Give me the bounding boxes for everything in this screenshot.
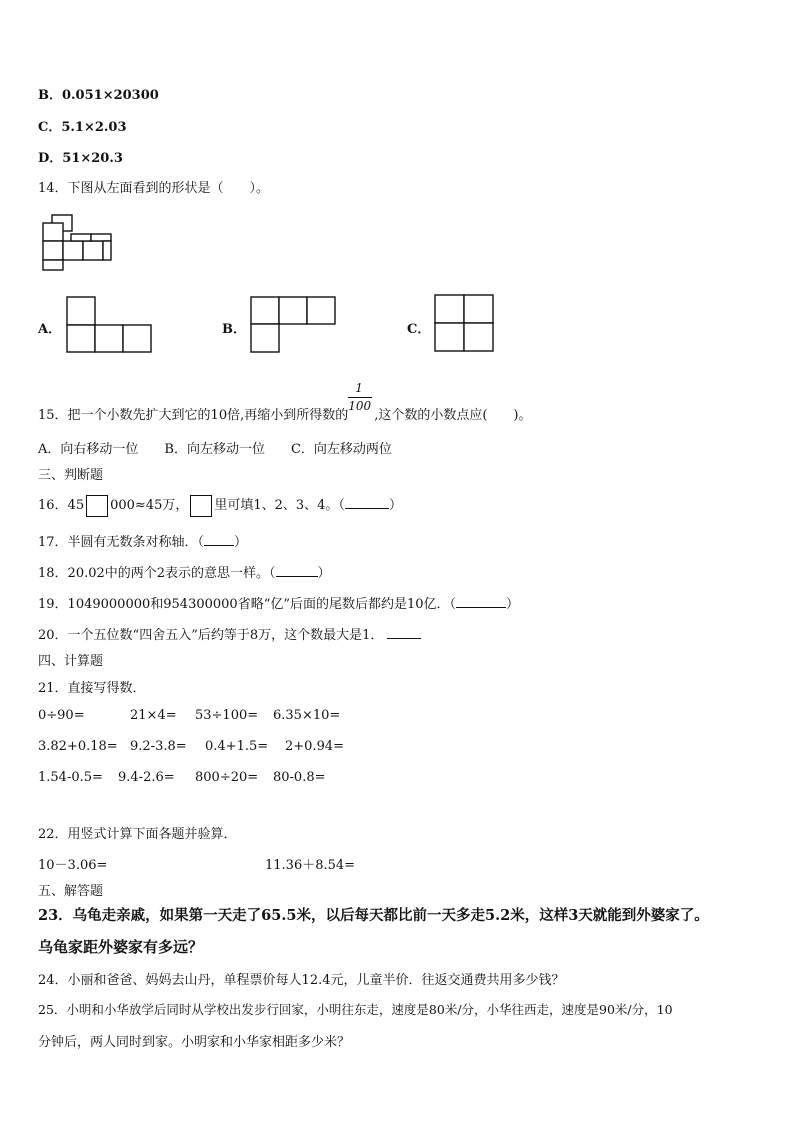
q16-part4: ） [388, 498, 402, 513]
q21-row-1-item-2: 21×4= [130, 708, 177, 723]
q16-part2: 000≈45万， [110, 498, 189, 513]
q15-stem-post: ,这个数的小数点应( )。 [374, 408, 532, 423]
q14-option-b-shape [250, 296, 338, 354]
q15-stem [38, 381, 532, 423]
q16-part1: 16．45 [38, 498, 85, 513]
q16-blank-box-2 [190, 495, 212, 517]
q21-row-2-item-2: 9.2-3.8= [130, 739, 187, 754]
section-5-heading: 五、解答题 [38, 884, 104, 899]
q17 [38, 531, 247, 550]
q20 [38, 624, 421, 643]
q21-row-3-item-2: 9.4-2.6= [118, 770, 175, 785]
q21-row-3-item-4: 80-0.8= [273, 770, 326, 785]
q22-stem: 22．用竖式计算下面各题并验算． [38, 827, 237, 842]
section-4-heading: 四、计算题 [38, 654, 104, 669]
q14-option-c-shape [434, 294, 496, 354]
q14-option-a-label: A． [38, 322, 62, 337]
q22-expression-2: 11.36＋8.54= [265, 858, 356, 873]
q15-fraction-denominator: 100 [348, 399, 372, 413]
q21-row-3-item-3: 800÷20= [195, 770, 259, 785]
q18-answer-blank[interactable] [276, 564, 318, 577]
q19-close: ） [506, 597, 520, 612]
q18 [38, 562, 331, 581]
q18-close: ） [317, 566, 331, 581]
q21-row-2-item-1: 3.82+0.18= [38, 739, 118, 754]
q25-line-1: 25．小明和小华放学后同时从学校出发步行回家，小明往东走，速度是80米/分，小华往西走，速度是90米/分，10 [38, 1002, 673, 1017]
q24: 24．小丽和爸爸、妈妈去山丹，单程票价每人12.4元，儿童半价．往返交通费共用多少钱？ [38, 973, 565, 988]
q13-option-b: B．0.051×20300 [38, 88, 159, 103]
q20-text: 20．一个五位数“四舍五入”后约等于8万，这个数最大是1． [38, 628, 384, 643]
q21-row-1-item-3: 53÷100= [195, 708, 259, 723]
q13-option-d: D．51×20.3 [38, 151, 123, 166]
q19-text: 19．1049000000和954300000省略“亿”后面的尾数后都约是10亿．（ [38, 597, 457, 612]
q15-stem-pre: 15．把一个小数先扩大到它的10倍,再缩小到所得数的 [38, 408, 349, 423]
q19-answer-blank[interactable] [456, 595, 506, 608]
q15-options: A．向右移动一位 B．向左移动一位 C．向左移动两位 [38, 442, 392, 457]
q21-row-1-item-4: 6.35×10= [273, 708, 341, 723]
q15-fraction-numerator: 1 [355, 381, 363, 395]
q15-fraction [348, 381, 374, 419]
section-3-heading: 三、判断题 [38, 468, 104, 483]
q22-expression-1: 10－3.06= [38, 858, 108, 873]
q16-blank-box-1 [86, 495, 108, 517]
q23-line-2: 乌龟家距外婆家有多远？ [38, 938, 204, 956]
q16-answer-blank[interactable] [345, 496, 389, 509]
q19 [38, 593, 519, 612]
q21-row-3-item-1: 1.54-0.5= [38, 770, 103, 785]
q13-option-c: C．5.1×2.03 [38, 120, 127, 135]
q14-stem: 14．下图从左面看到的形状是（ ）。 [38, 181, 270, 196]
q14-cube-figure [40, 212, 120, 274]
q25-line-2: 分钟后，两人同时到家。小明家和小华家相距多少米？ [38, 1035, 351, 1050]
q17-close: ） [234, 535, 248, 550]
q16-part3: 里可填1、2、3、4。（ [214, 498, 345, 513]
q17-answer-blank[interactable] [204, 533, 234, 546]
q14-option-a-shape [66, 296, 154, 354]
q23-line-1: 23．乌龟走亲戚，如果第一天走了65.5米，以后每天都比前一天多走5.2米，这样3天就能到外婆家了。 [38, 907, 709, 924]
q21-row-2-item-3: 0.4+1.5= [205, 739, 269, 754]
q14-option-c-label: C． [407, 322, 431, 337]
q20-answer-blank[interactable] [387, 626, 421, 639]
q21-stem: 21．直接写得数． [38, 681, 146, 696]
q16 [38, 494, 402, 517]
q18-text: 18．20.02中的两个2表示的意思一样。（ [38, 566, 276, 581]
q21-row-2-item-4: 2+0.94= [285, 739, 345, 754]
q21-row-1-item-1: 0÷90= [38, 708, 85, 723]
q17-text: 17．半圆有无数条对称轴．（ [38, 535, 205, 550]
q14-option-b-label: B． [222, 322, 246, 337]
